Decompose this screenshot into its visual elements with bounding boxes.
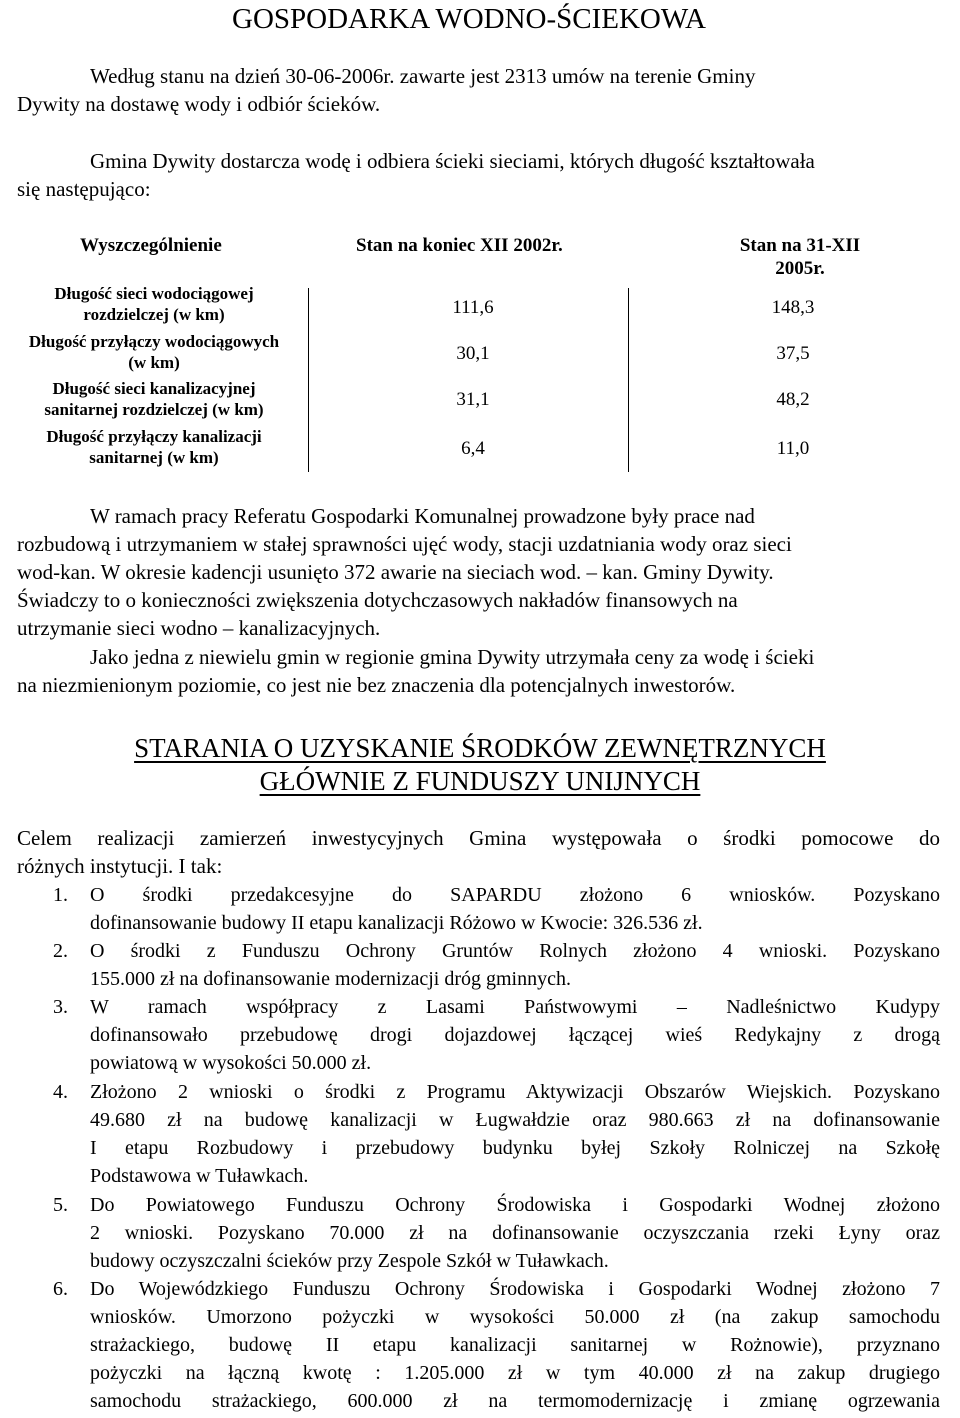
table-cell: 111,6 (452, 297, 494, 318)
table-cell: 30,1 (456, 343, 490, 364)
table-row-label: Długość sieci kanalizacyjnej sanitarnej rozdzielczej (w km) (44, 379, 264, 419)
table-row-label: Długość przyłączy wodociągowych (w km) (28, 332, 280, 372)
section-heading: GŁÓWNIE Z FUNDUSZY UNIJNYCH (259, 766, 701, 796)
list-item-number: 6. (53, 1278, 68, 1300)
intro-line: Według stanu na dzień 30-06-2006r. zawarte jest 2313 umów na terenie Gminy (90, 64, 756, 88)
list-item-number: 4. (53, 1081, 68, 1103)
list-item-line: 2 wnioski. Pozyskano 70.000 zł na dofinansowanie oczyszczania rzeki Łyny oraz (90, 1222, 940, 1244)
body-line: W ramach pracy Referatu Gospodarki Komunalnej prowadzone były prace nad (90, 504, 755, 528)
list-item-number: 3. (53, 996, 68, 1018)
list-item-line: Złożono 2 wnioski o środki z Programu Aktywizacji Obszarów Wiejskich. Pozyskano (90, 1081, 940, 1103)
table-cell: 37,5 (776, 343, 810, 364)
list-item-line: strażackiego, budowę II etapu kanalizacji sanitarnej w Rożnowie), przyznano (90, 1334, 940, 1356)
table-header: 2005r. (775, 258, 825, 279)
list-item-number: 2. (53, 940, 68, 962)
list-item-line: Do Wojewódzkiego Funduszu Ochrony Środowiska i Gospodarki Wodnej złożono 7 (90, 1278, 940, 1300)
list-item-number: 1. (53, 884, 68, 906)
page-title: GOSPODARKA WODNO-ŚCIEKOWA (232, 3, 706, 35)
body-line: utrzymanie sieci wodno – kanalizacyjnych. (17, 616, 381, 640)
list-item-line: O środki z Funduszu Ochrony Gruntów Rolnych złożono 4 wnioski. Pozyskano (90, 940, 940, 962)
body-line: rozbudową i utrzymaniem w stałej sprawności ujęć wody, stacji uzdatniania wody oraz sieci (17, 532, 792, 556)
list-item-line: I etapu Rozbudowy i przebudowy budynku byłej Szkoły Rolniczej na Szkołę (90, 1137, 940, 1159)
body-line: Świadczy to o konieczności zwiększenia dotychczasowych nakładów finansowych na (17, 588, 738, 612)
table-row-label: Długość sieci wodociągowej rozdzielczej (w km) (54, 284, 254, 324)
list-item-line: 49.680 zł na budowę kanalizacji w Ługwałdzie oraz 980.663 zł na dofinansowanie (90, 1109, 940, 1131)
intro-line: Dywity na dostawę wody i odbiór ścieków. (17, 92, 381, 116)
table-cell: 48,2 (776, 389, 810, 410)
section-heading: STARANIA O UZYSKANIE ŚRODKÓW ZEWNĘTRZNYCH (134, 733, 826, 763)
table-divider (308, 288, 309, 472)
funds-intro-line: Celem realizacji zamierzeń inwestycyjnych Gmina występowała o środki pomocowe do (17, 826, 940, 850)
list-item-line: budowy oczyszczalni ścieków przy Zespole Szkół w Tuławkach. (90, 1250, 609, 1272)
list-item-number: 5. (53, 1194, 68, 1216)
list-item-line: samochodu strażackiego, 600.000 zł na termomodernizację i zmianę ogrzewania (90, 1390, 940, 1412)
list-item-line: powiatową w wysokości 50.000 zł. (90, 1052, 372, 1074)
table-cell: 148,3 (771, 297, 815, 318)
table-cell: 11,0 (776, 438, 810, 459)
body-line: na niezmienionym poziomie, co jest nie bez znaczenia dla potencjalnych inwestorów. (17, 673, 736, 697)
table-header: Stan na 31-XII (739, 235, 861, 256)
list-item-line: W ramach współpracy z Lasami Państwowymi – Nadleśnictwo Kudypy (90, 996, 940, 1018)
list-item-line: pożyczki na łączną kwotę : 1.205.000 zł w tym 40.000 zł na zakup drugiego (90, 1362, 940, 1384)
table-cell: 31,1 (456, 389, 490, 410)
list-item-line: Do Powiatowego Funduszu Ochrony Środowiska i Gospodarki Wodnej złożono (90, 1194, 940, 1216)
table-row-label: Długość przyłączy kanalizacji sanitarnej (w km) (46, 427, 262, 467)
table-header: Stan na koniec XII 2002r. (356, 235, 563, 256)
list-item-line: O środki przedakcesyjne do SAPARDU złożono 6 wniosków. Pozyskano (90, 884, 940, 906)
intro-line: Gmina Dywity dostarcza wodę i odbiera ścieki sieciami, których długość kształtowała (90, 149, 815, 173)
intro-line: się następująco: (17, 177, 151, 201)
list-item-line: dofinansowało przebudowę drogi dojazdowej łączącej wieś Redykajny z drogą (90, 1024, 940, 1046)
table-cell: 6,4 (461, 438, 485, 459)
list-item-line: 155.000 zł na dofinansowanie modernizacji dróg gminnych. (90, 968, 571, 990)
list-item-line: dofinansowanie budowy II etapu kanalizacji Różowo w Kwocie: 326.536 zł. (90, 912, 703, 934)
body-line: wod-kan. W okresie kadencji usunięto 372 awarie na sieciach wod. – kan. Gminy Dywity. (17, 560, 774, 584)
body-line: Jako jedna z niewielu gmin w regionie gmina Dywity utrzymała ceny za wodę i ścieki (90, 645, 815, 669)
table-divider (628, 288, 629, 472)
table-header: Wyszczególnienie (80, 235, 222, 256)
funds-intro-line: różnych instytucji. I tak: (17, 854, 223, 878)
list-item-line: wniosków. Umorzono pożyczki w wysokości 50.000 zł (na zakup samochodu (90, 1306, 940, 1328)
list-item-line: Podstawowa w Tuławkach. (90, 1165, 309, 1187)
